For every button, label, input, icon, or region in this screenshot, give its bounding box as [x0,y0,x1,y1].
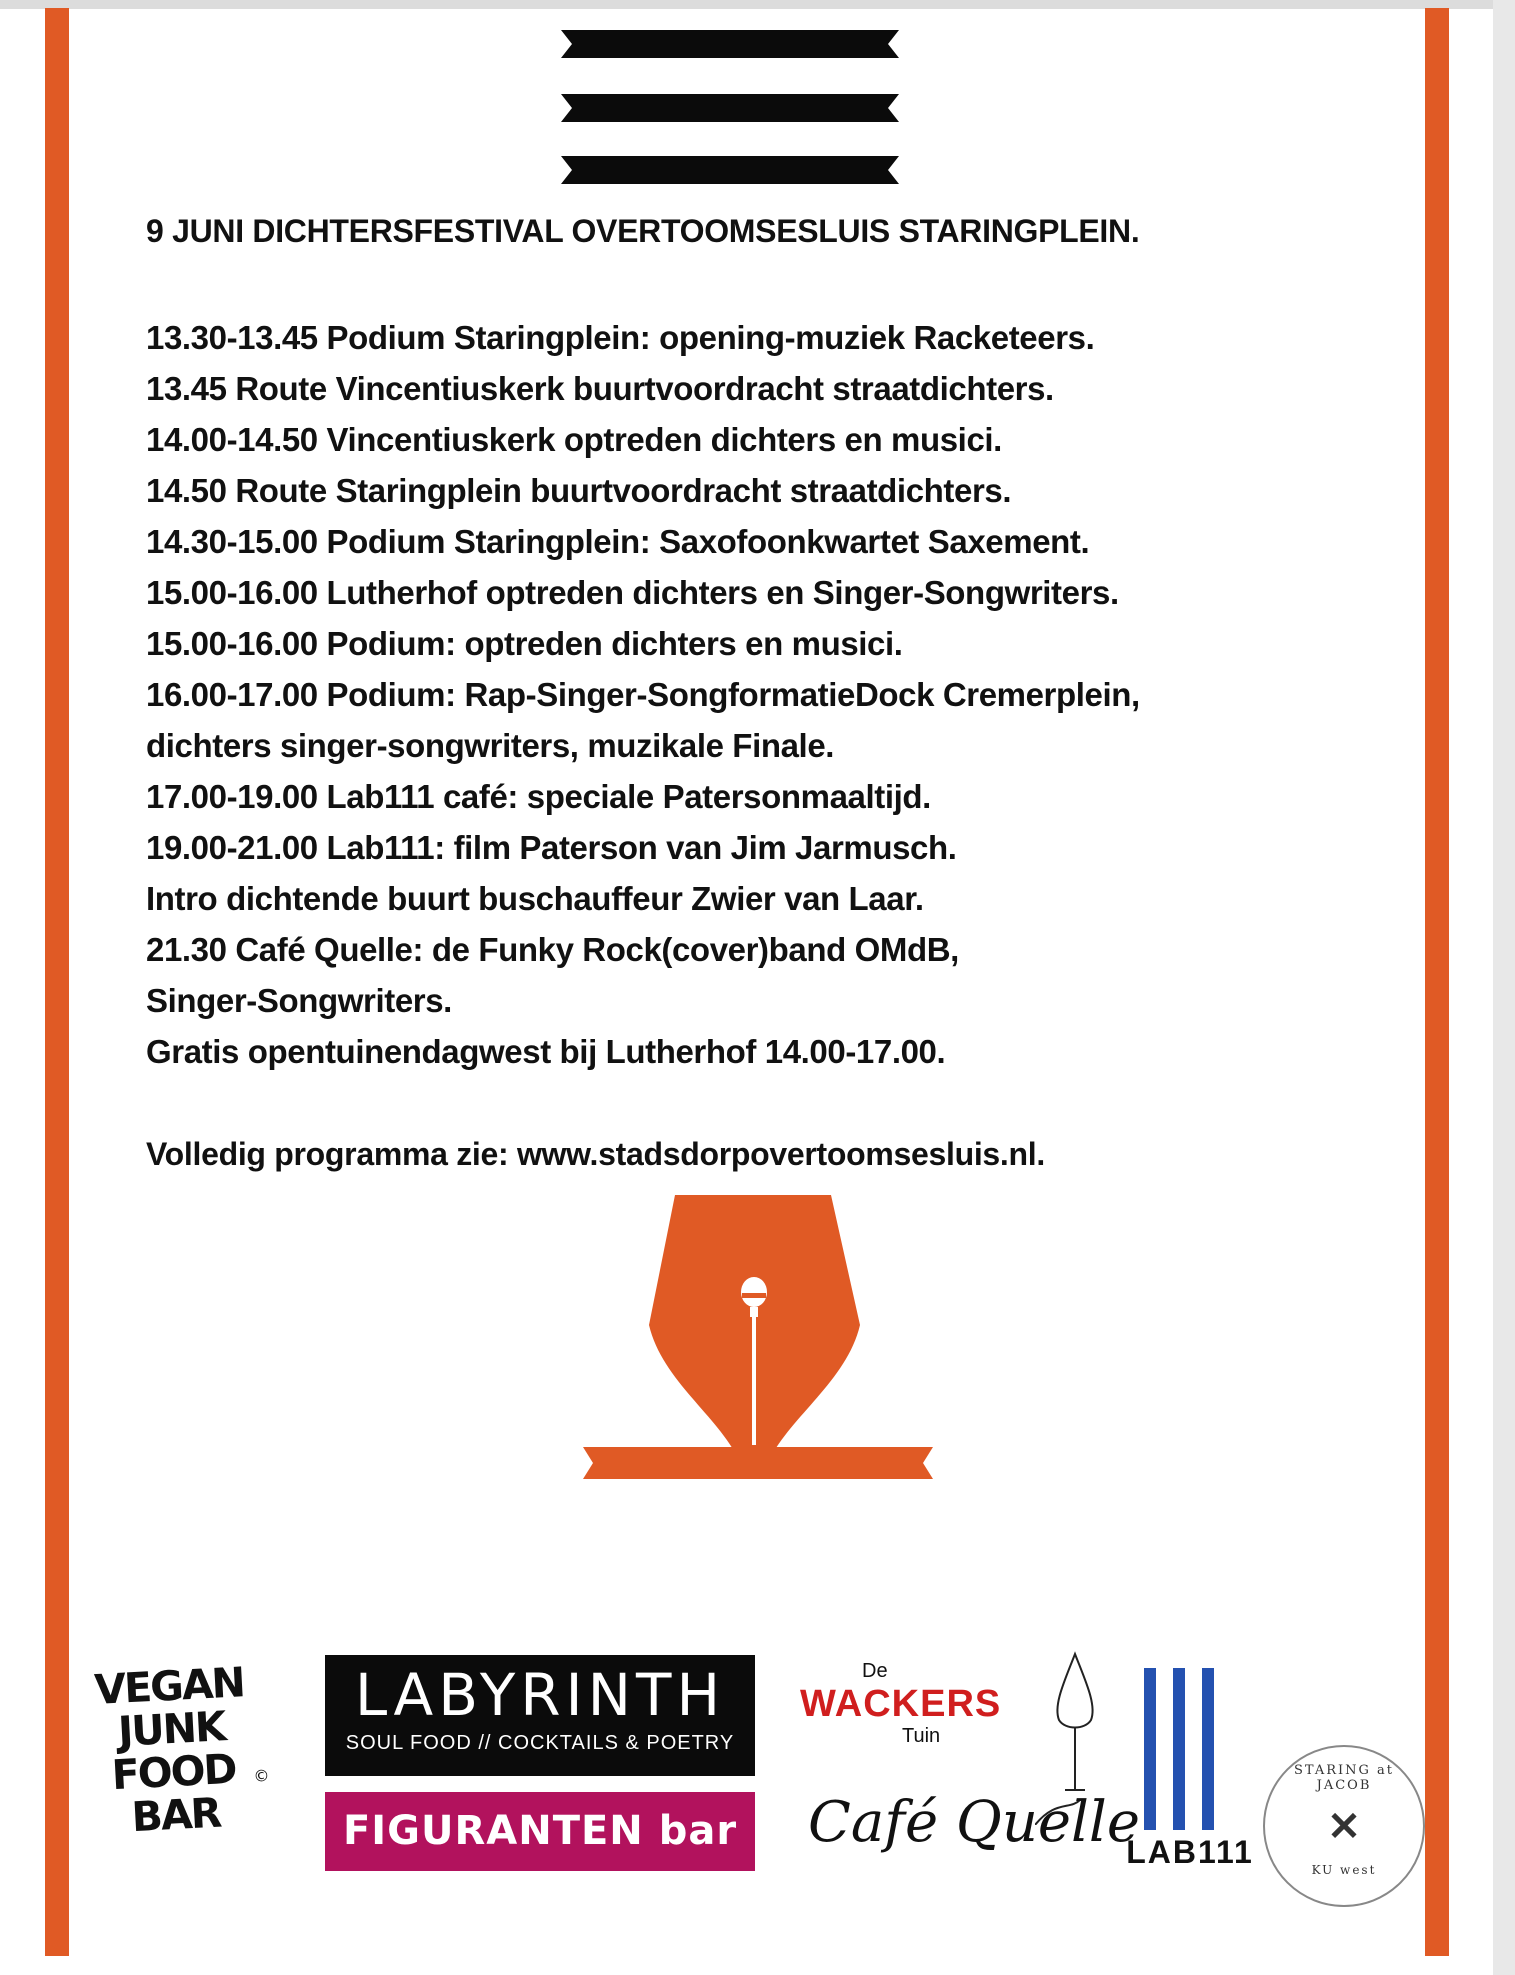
logo-text: LABYRINTH [354,1661,726,1729]
logo-text: STARING at JACOB [1293,1763,1395,1793]
copyright-mark: © [252,1766,268,1786]
staring-at-jacob-logo [1263,1745,1425,1907]
logo-mark: ✕ [1327,1803,1361,1850]
schedule-line: 14.30-15.00 Podium Staringplein: Saxofoonkwartet Saxement. [146,523,1090,560]
schedule-line: 14.00-14.50 Vincentiuskerk optreden dichters en musici. [146,421,1002,458]
cafe-quelle-logo: Café Quelle [808,1790,1140,1855]
schedule-line: 17.00-19.00 Lab111 café: speciale Patersonmaaltijd. [146,778,931,815]
schedule-line: Intro dichtende buurt buschauffeur Zwier van Laar. [146,880,924,917]
pen-nib-microphone-icon [577,1195,937,1495]
program-note: Volledig programma zie: www.stadsdorpovertoomsesluis.nl. [146,1136,1045,1172]
vegan-junk-food-bar-logo [76,1660,270,1841]
striped-flag-icon [555,22,905,192]
lab111-logo [1110,1668,1270,1871]
schedule-line: 19.00-21.00 Lab111: film Paterson van Jim Jarmusch. [146,829,957,866]
schedule-line: 21.30 Café Quelle: de Funky Rock(cover)band OMdB, [146,931,959,968]
logo-text: LAB111 [1126,1834,1254,1870]
schedule-line: 15.00-16.00 Podium: optreden dichters en musici. [146,625,903,662]
left-accent-stripe [45,8,69,1956]
schedule-line: Gratis opentuinendagwest bij Lutherhof 14.00-17.00. [146,1033,946,1070]
logo-tagline: SOUL FOOD // COCKTAILS & POETRY [345,1732,735,1754]
lab111-bars [1088,1668,1270,1830]
right-accent-stripe [1425,8,1449,1956]
logo-text: Tuin [902,1725,941,1747]
logo-text: WACKERS [800,1683,1002,1725]
right-border [1493,0,1515,1975]
logo-text: VEGAN [93,1658,245,1714]
figuranten-bar-logo: FIGURANTEN bar [325,1792,755,1871]
logo-text: JUNK [116,1702,226,1756]
schedule-line: dichters singer-songwriters, muzikale Finale. [146,727,835,764]
logo-text: BAR [130,1788,222,1842]
schedule-list [146,312,1140,1077]
schedule-line: 14.50 Route Staringplein buurtvoordracht straatdichters. [146,472,1012,509]
schedule-line: 13.45 Route Vincentiuskerk buurtvoordracht straatdichters. [146,370,1054,407]
festival-heading: 9 JUNI DICHTERSFESTIVAL OVERTOOMSESLUIS STARINGPLEIN. [146,213,1140,249]
labyrinth-logo [325,1655,755,1776]
logo-text: De [862,1660,888,1682]
schedule-line: 16.00-17.00 Podium: Rap-Singer-SongformatieDock Cremerplein, [146,676,1140,713]
schedule-line: 13.30-13.45 Podium Staringplein: opening-muziek Racketeers. [146,319,1095,356]
schedule-line: Singer-Songwriters. [146,982,452,1019]
schedule-line: 15.00-16.00 Lutherhof optreden dichters en Singer-Songwriters. [146,574,1119,611]
top-bar [0,0,1515,9]
logo-text: KU west [1311,1863,1377,1877]
logo-text: FOOD [110,1744,237,1800]
